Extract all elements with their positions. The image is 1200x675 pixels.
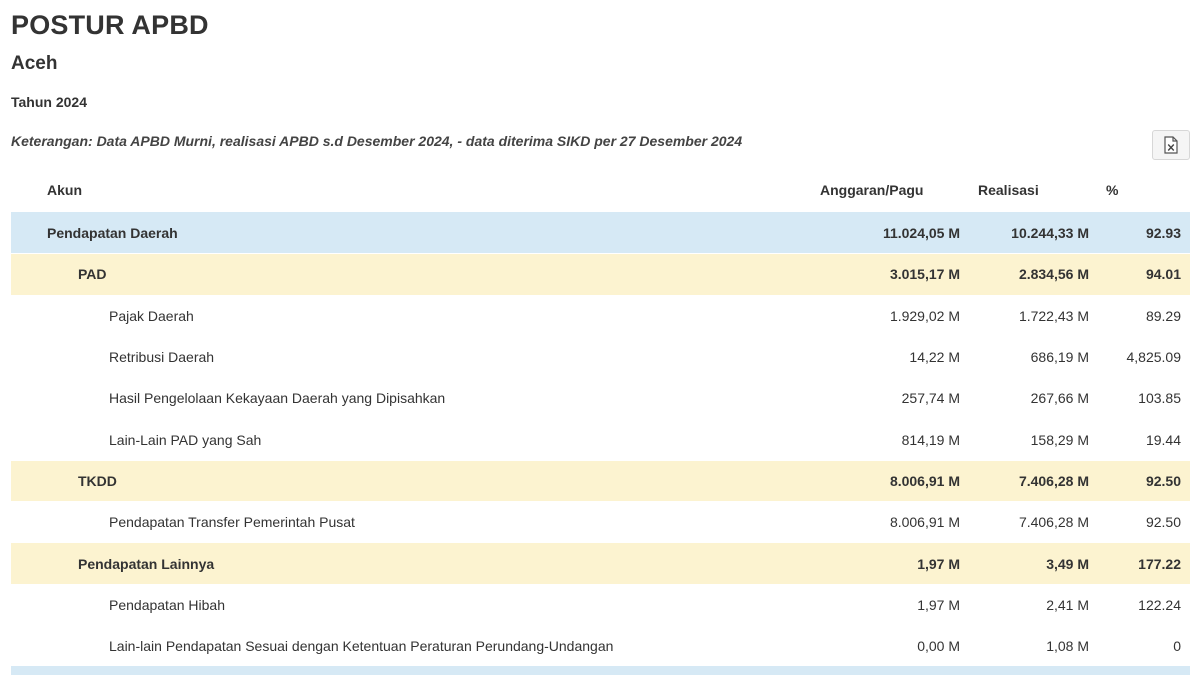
row-akun: Hasil Pengelolaan Kekayaan Daerah yang Dipisahkan [109, 390, 446, 407]
table-row-partial [11, 666, 1190, 675]
table-row[interactable] [11, 253, 1190, 294]
row-akun: Pendapatan Lainnya [78, 555, 215, 572]
table-row[interactable] [11, 295, 1190, 336]
row-akun: Pendapatan Transfer Pemerintah Pusat [109, 514, 355, 531]
row-persen: 4,825.09 [1126, 349, 1181, 366]
table-row[interactable] [11, 377, 1190, 418]
table-row[interactable] [11, 418, 1190, 459]
row-akun: Pajak Daerah [109, 307, 194, 324]
row-akun: Lain-Lain PAD yang Sah [109, 431, 262, 448]
row-akun: TKDD [78, 472, 117, 489]
apbd-table [11, 170, 1190, 675]
table-body [11, 212, 1190, 666]
row-pagu: 14,22 M [909, 349, 960, 366]
row-persen: 19.44 [1145, 431, 1181, 448]
row-realisasi: 3,49 M [1046, 555, 1089, 572]
row-realisasi: 1,08 M [1046, 638, 1089, 655]
column-header-realisasi[interactable]: Realisasi [978, 182, 1039, 198]
row-persen: 122.24 [1138, 596, 1181, 613]
row-pagu: 257,74 M [901, 390, 960, 407]
table-row[interactable] [11, 542, 1190, 583]
row-realisasi: 267,66 M [1030, 390, 1089, 407]
table-row[interactable] [11, 584, 1190, 625]
row-akun: Retribusi Daerah [109, 349, 215, 366]
row-persen: 92.50 [1145, 472, 1181, 489]
row-persen: 89.29 [1145, 307, 1181, 324]
row-pagu: 0,00 M [917, 638, 960, 655]
table-header [11, 170, 1190, 212]
row-pagu: 11.024,05 M [882, 224, 960, 241]
row-persen: 92.93 [1145, 224, 1181, 241]
column-header-akun[interactable]: Akun [47, 182, 82, 198]
row-akun: Pendapatan Daerah [47, 224, 178, 241]
page-title: POSTUR APBD [11, 10, 209, 40]
row-pagu: 3.015,17 M [889, 266, 960, 283]
region-name: Aceh [11, 53, 58, 74]
excel-file-icon [1163, 136, 1179, 154]
row-persen: 94.01 [1145, 266, 1181, 283]
row-persen: 92.50 [1145, 514, 1181, 531]
column-header-pagu[interactable]: Anggaran/Pagu [820, 182, 924, 198]
fiscal-year: Tahun 2024 [11, 94, 87, 110]
row-pagu: 8.006,91 M [889, 514, 960, 531]
table-row[interactable] [11, 625, 1190, 666]
row-realisasi: 2.834,56 M [1018, 266, 1089, 283]
row-persen: 177.22 [1138, 555, 1181, 572]
row-pagu: 1.929,02 M [889, 307, 960, 324]
data-note: Keterangan: Data APBD Murni, realisasi APBD s.d Desember 2024, - data diterima SIKD per 27 Desember 2024 [11, 133, 743, 149]
row-pagu: 1,97 M [917, 596, 960, 613]
row-realisasi: 686,19 M [1030, 349, 1089, 366]
row-realisasi: 7.406,28 M [1018, 514, 1089, 531]
row-akun: Lain-lain Pendapatan Sesuai dengan Ketentuan Peraturan Perundang-Undangan [109, 638, 614, 655]
table-row[interactable] [11, 501, 1190, 542]
row-pagu: 8.006,91 M [889, 472, 960, 489]
table-row[interactable] [11, 336, 1190, 377]
column-header-persen[interactable]: % [1106, 182, 1119, 198]
row-akun: Pendapatan Hibah [109, 596, 225, 613]
row-realisasi: 1.722,43 M [1018, 307, 1089, 324]
row-realisasi: 2,41 M [1046, 596, 1089, 613]
row-persen: 103.85 [1138, 390, 1181, 407]
row-realisasi: 10.244,33 M [1011, 224, 1089, 241]
row-akun: PAD [78, 266, 107, 283]
row-pagu: 1,97 M [917, 555, 960, 572]
row-pagu: 814,19 M [901, 431, 960, 448]
row-persen: 0 [1173, 638, 1181, 655]
table-row[interactable] [11, 460, 1190, 501]
export-excel-button[interactable] [1152, 130, 1190, 160]
row-realisasi: 158,29 M [1030, 431, 1089, 448]
row-realisasi: 7.406,28 M [1018, 472, 1089, 489]
table-row[interactable] [11, 212, 1190, 253]
